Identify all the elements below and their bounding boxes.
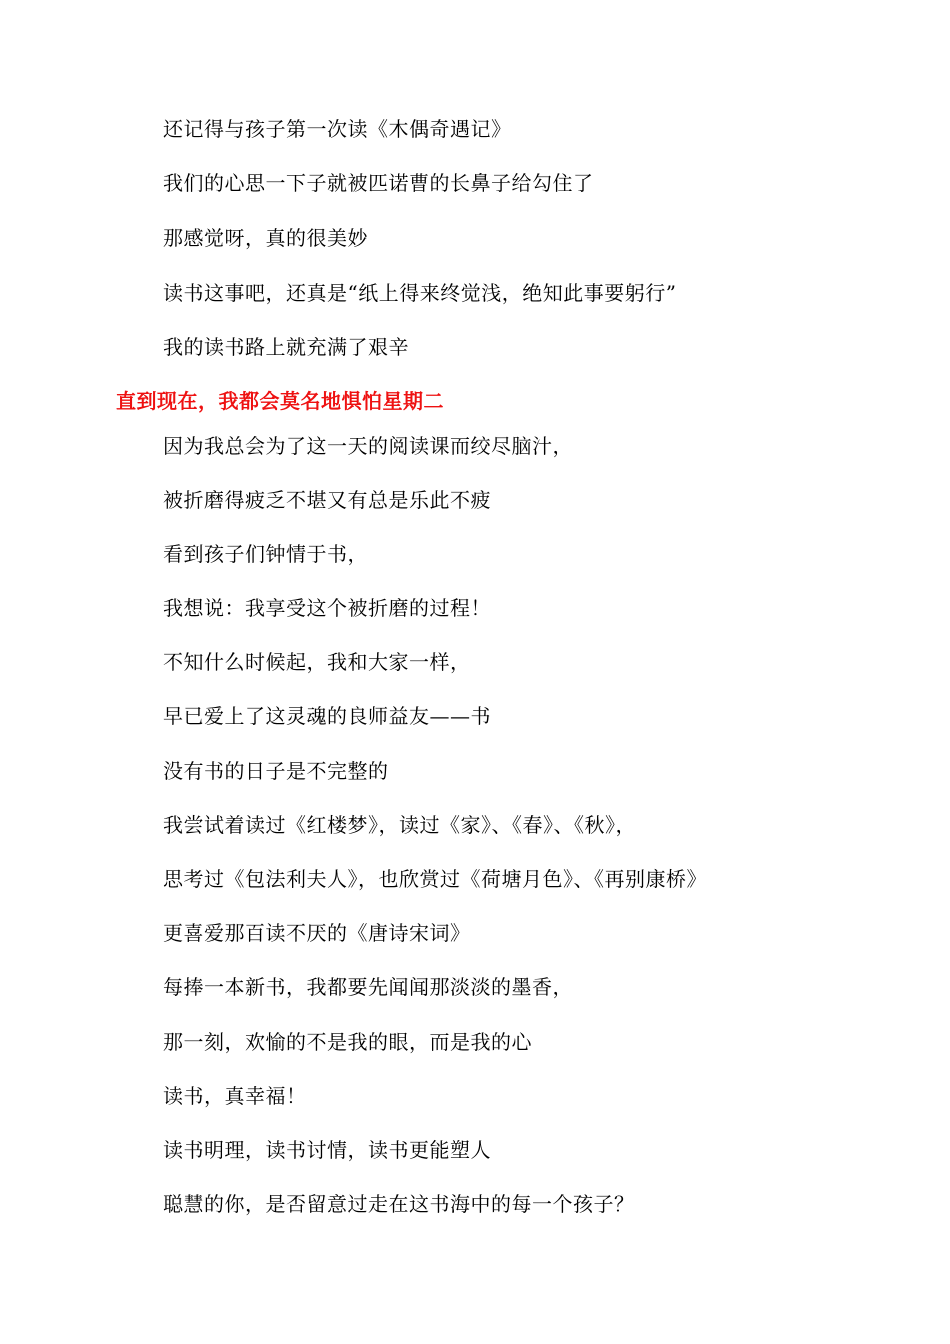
text-line: 那一刻，欢愉的不是我的眼，而是我的心 [163, 1030, 532, 1054]
text-line: 聪慧的你，是否留意过走在这书海中的每一个孩子？ [163, 1192, 635, 1216]
text-line: 我们的心思一下子就被匹诺曹的长鼻子给勾住了 [163, 171, 594, 195]
text-line: 因为我总会为了这一天的阅读课而绞尽脑汁， [163, 434, 573, 458]
text-line: 那感觉呀，真的很美妙 [163, 226, 368, 250]
text-line: 我想说：我享受这个被折磨的过程！ [163, 596, 491, 620]
text-line: 看到孩子们钟情于书， [163, 542, 368, 566]
section-heading: 直到现在，我都会莫名地惧怕星期二 [116, 389, 444, 413]
text-line: 不知什么时候起，我和大家一样， [163, 650, 471, 674]
text-line: 读书明理，读书讨情，读书更能塑人 [163, 1138, 491, 1162]
text-line: 还记得与孩子第一次读《木偶奇遇记》 [163, 117, 512, 141]
text-line: 早已爱上了这灵魂的良师益友——书 [163, 704, 491, 728]
text-line: 没有书的日子是不完整的 [163, 759, 389, 783]
text-line: 思考过《包法利夫人》，也欣赏过《荷塘月色》、《再别康桥》 [163, 867, 707, 891]
text-line: 我的读书路上就充满了艰辛 [163, 335, 409, 359]
text-line: 读书，真幸福！ [163, 1084, 307, 1108]
text-line: 读书这事吧，还真是“纸上得来终觉浅，绝知此事要躬行” [163, 281, 677, 305]
text-line: 我尝试着读过《红楼梦》，读过《家》、《春》、《秋》， [163, 813, 636, 837]
text-line: 每捧一本新书，我都要先闻闻那淡淡的墨香， [163, 975, 573, 999]
text-line: 更喜爱那百读不厌的《唐诗宋词》 [163, 921, 471, 945]
text-line: 被折磨得疲乏不堪又有总是乐此不疲 [163, 488, 491, 512]
